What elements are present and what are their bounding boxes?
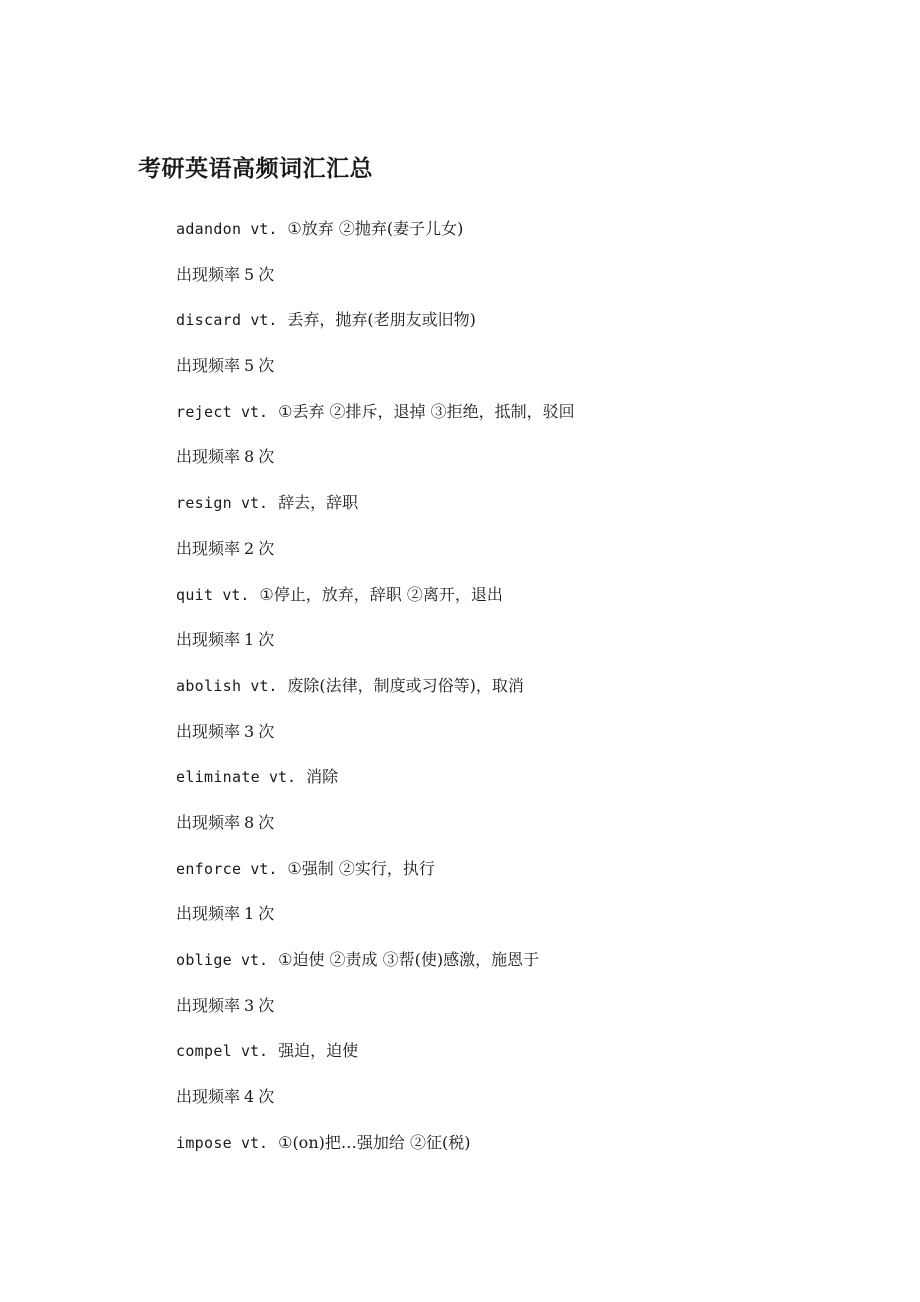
entry-word: abolish xyxy=(176,676,242,695)
frequency-line xyxy=(176,1080,876,1126)
word-entry-resign xyxy=(176,486,876,532)
frequency-unit: 次 xyxy=(258,812,275,832)
word-entry-impose xyxy=(176,1126,876,1172)
frequency-unit: 次 xyxy=(258,630,275,650)
frequency-unit: 次 xyxy=(258,356,275,376)
entry-meaning: ①强制 ②实行，执行 xyxy=(287,858,435,878)
frequency-unit: 次 xyxy=(258,264,275,284)
entry-part-of-speech: vt. xyxy=(250,676,278,695)
entry-word: impose xyxy=(176,1133,232,1152)
frequency-label: 出现频率 xyxy=(176,904,241,924)
frequency-count: 5 xyxy=(244,356,255,376)
frequency-label: 出现频率 xyxy=(176,356,241,376)
word-entry-adandon xyxy=(176,212,876,258)
frequency-count: 1 xyxy=(244,630,255,650)
frequency-count: 3 xyxy=(244,721,255,741)
document-title: 考研英语高频词汇汇总 xyxy=(138,155,373,182)
entry-meaning: ①放弃 ②抛弃(妻子儿女) xyxy=(287,219,464,238)
frequency-unit: 次 xyxy=(258,995,275,1015)
entry-word: enforce xyxy=(176,859,242,878)
frequency-label: 出现频率 xyxy=(176,538,241,558)
frequency-line xyxy=(176,623,876,669)
entry-meaning: 辞去，辞职 xyxy=(278,493,359,513)
vocabulary-list xyxy=(176,212,876,1171)
frequency-line xyxy=(176,897,876,943)
entry-meaning: ①停止，放弃，辞职 ②离开，退出 xyxy=(259,584,503,604)
entry-meaning: ①迫使 ②责成 ③帮(使)感激，施恩于 xyxy=(278,950,540,969)
entry-part-of-speech: vt. xyxy=(241,1133,269,1152)
frequency-line xyxy=(176,440,876,486)
entry-word: compel xyxy=(176,1042,232,1061)
frequency-line xyxy=(176,715,876,761)
frequency-label: 出现频率 xyxy=(176,995,241,1015)
frequency-label: 出现频率 xyxy=(176,1087,241,1107)
word-entry-enforce xyxy=(176,852,876,898)
frequency-label: 出现频率 xyxy=(176,264,241,284)
frequency-line xyxy=(176,532,876,578)
entry-word: oblige xyxy=(176,951,232,969)
frequency-line xyxy=(176,258,876,304)
frequency-label: 出现频率 xyxy=(176,447,241,467)
word-entry-discard xyxy=(176,303,876,349)
entry-part-of-speech: vt. xyxy=(241,494,269,513)
frequency-line xyxy=(176,989,876,1035)
entry-meaning: ①丢弃 ②排斥，退掉 ③拒绝，抵制，驳回 xyxy=(278,401,575,421)
entry-part-of-speech: vt. xyxy=(241,951,269,969)
word-entry-quit xyxy=(176,578,876,624)
entry-part-of-speech: vt. xyxy=(250,220,278,238)
frequency-label: 出现频率 xyxy=(176,812,241,832)
entry-meaning: 废除(法律，制度或习俗等)，取消 xyxy=(287,675,524,695)
entry-part-of-speech: vt. xyxy=(268,768,297,787)
entry-part-of-speech: vt. xyxy=(241,1042,269,1061)
entry-part-of-speech: vt. xyxy=(222,585,250,604)
frequency-count: 8 xyxy=(244,812,255,832)
frequency-count: 5 xyxy=(244,264,255,284)
frequency-unit: 次 xyxy=(258,1087,275,1107)
word-entry-reject xyxy=(176,395,876,441)
entry-word: discard xyxy=(176,311,242,330)
entry-word: adandon xyxy=(176,220,242,238)
entry-meaning: ①(on)把…强加给 ②征(税) xyxy=(278,1132,471,1152)
frequency-count: 1 xyxy=(244,904,255,924)
frequency-unit: 次 xyxy=(258,538,275,558)
word-entry-eliminate xyxy=(176,760,876,806)
frequency-count: 3 xyxy=(244,995,255,1015)
frequency-line xyxy=(176,349,876,395)
frequency-unit: 次 xyxy=(258,447,275,467)
entry-word: reject xyxy=(176,402,232,421)
word-entry-compel xyxy=(176,1034,876,1080)
frequency-label: 出现频率 xyxy=(176,630,241,650)
entry-word: eliminate xyxy=(176,768,260,787)
word-entry-abolish xyxy=(176,669,876,715)
entry-part-of-speech: vt. xyxy=(250,311,278,330)
entry-meaning: 丢弃，抛弃(老朋友或旧物) xyxy=(287,310,476,330)
entry-word: resign xyxy=(176,494,232,513)
frequency-count: 2 xyxy=(244,538,255,558)
entry-meaning: 强迫，迫使 xyxy=(278,1041,359,1061)
frequency-label: 出现频率 xyxy=(176,721,241,741)
frequency-unit: 次 xyxy=(258,904,275,924)
word-entry-oblige xyxy=(176,943,876,989)
entry-part-of-speech: vt. xyxy=(241,402,269,421)
frequency-count: 4 xyxy=(244,1087,255,1107)
entry-part-of-speech: vt. xyxy=(250,859,278,878)
frequency-line xyxy=(176,806,876,852)
entry-meaning: 消除 xyxy=(306,767,339,787)
frequency-unit: 次 xyxy=(258,721,275,741)
frequency-count: 8 xyxy=(244,447,255,467)
entry-word: quit xyxy=(176,585,214,604)
